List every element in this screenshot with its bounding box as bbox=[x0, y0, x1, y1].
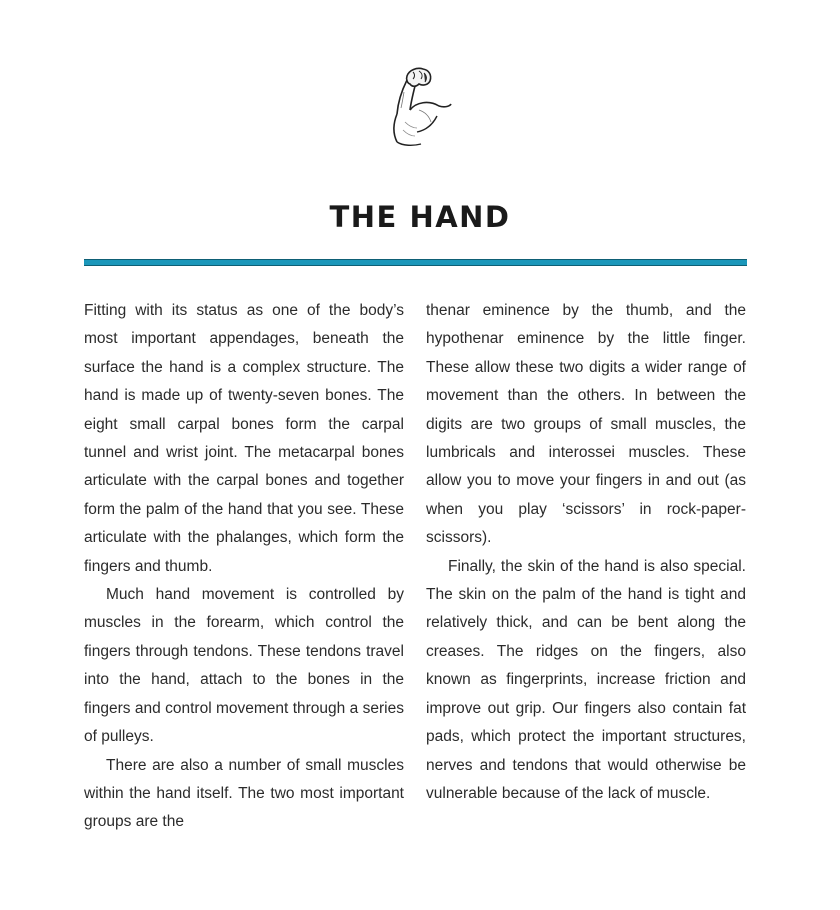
page-title: THE HAND bbox=[329, 200, 511, 234]
right-text-column bbox=[426, 297, 746, 808]
paragraph: Much hand movement is controlled by muscles in the forearm, which control the fingers through tendons. These tendons travel into the hand, attach to the bones in the fingers and control movement through a series of pulleys. bbox=[84, 586, 404, 746]
flexed-bicep-arm-icon bbox=[383, 62, 455, 148]
paragraph: Finally, the skin of the hand is also special. The skin on the palm of the hand is tight and relatively thick, and can be bent along the creases. The ridges on the fingers, also known as fingerprints, increase friction and improve out grip. Our fingers also contain fat pads, which protect the important structures, nerves and tendons that would otherwise be vulnerable because of the lack of muscle. bbox=[426, 557, 746, 802]
paragraph: Fitting with its status as one of the body’s most important appendages, beneath the surface the hand is a complex structure. The hand is made up of twenty-seven bones. The eight small carpal bones form the carpal tunnel and wrist joint. The metacarpal bones articulate with the carpal bones and together form the palm of the hand that you see. These articulate with the phalanges, which form the fingers and thumb. bbox=[84, 302, 404, 575]
paragraph: There are also a number of small muscles within the hand itself. The two most important groups are the bbox=[84, 756, 404, 831]
paragraph: thenar eminence by the thumb, and the hypothenar eminence by the little finger. These allow these two digits a wider range of movement than the others. In between the digits are two groups of small muscles, the lumbricals and interossei muscles. These allow you to move your fingers in and out (as when you play ‘scissors’ in rock-paper-scissors). bbox=[426, 302, 746, 547]
title-divider bbox=[84, 259, 747, 266]
left-text-column bbox=[84, 297, 404, 837]
